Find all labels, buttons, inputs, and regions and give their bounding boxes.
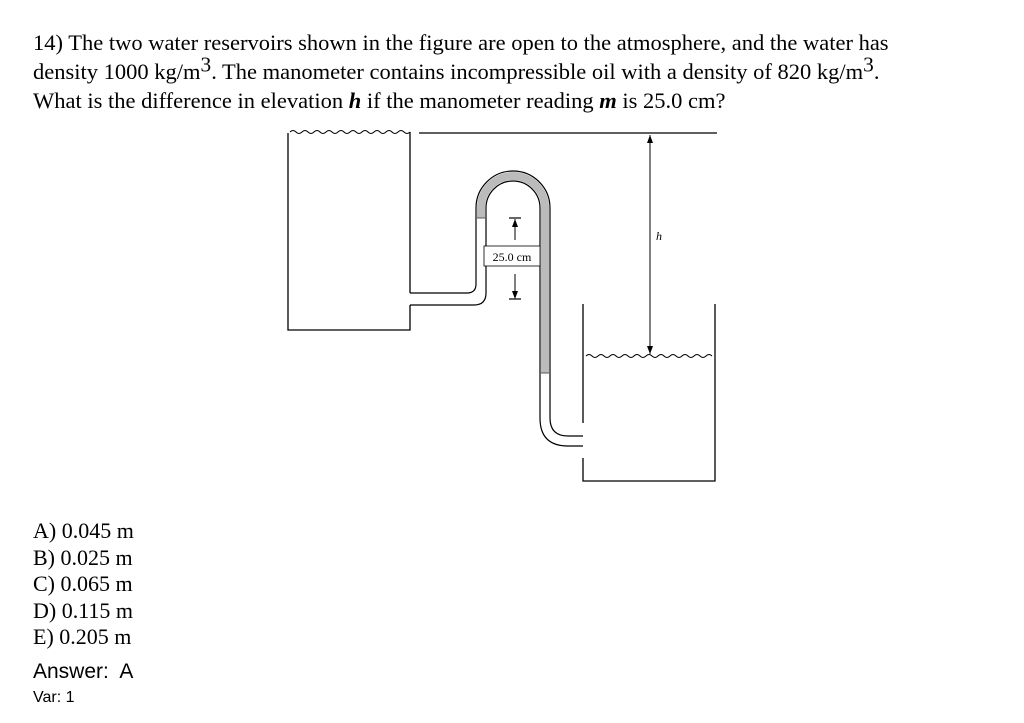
right-water-surface xyxy=(586,355,712,358)
option-a: A) 0.045 m xyxy=(33,518,134,543)
question-line-3: What is the difference in elevation h if the manometer reading m is 25.0 cm? xyxy=(33,88,726,113)
dimension-arrow-down xyxy=(512,291,518,299)
oil-column-outline xyxy=(477,218,549,373)
superscript: 3 xyxy=(863,52,874,77)
option-b: B) 0.025 m xyxy=(33,544,133,570)
superscript: 3 xyxy=(200,52,212,77)
manometer-label: 25.0 cm xyxy=(492,250,532,264)
variable-h: h xyxy=(348,88,362,113)
option-d: D) 0.115 m xyxy=(33,597,134,623)
left-reservoir xyxy=(288,133,410,330)
right-reservoir-body xyxy=(583,304,715,481)
oil-column xyxy=(481,176,545,373)
variable-m: m xyxy=(599,88,617,113)
question-number: 14) xyxy=(33,30,63,55)
answer-key: Answer: A xyxy=(33,660,134,683)
left-water-surface xyxy=(290,131,410,134)
question-text xyxy=(33,28,993,115)
tube-inner-wall xyxy=(410,181,583,446)
question-line-2: density 1000 $kg/m^3$. The manometer contains incompressible oil with a density of 820 $kg/m^3$. xyxy=(33,52,880,84)
question-line-1: 14) The two water reservoirs shown in the figure are open to the atmosphere, and the water has xyxy=(33,30,889,55)
h-label: h xyxy=(656,229,662,243)
answer-options xyxy=(33,518,134,651)
dimension-arrow-up xyxy=(512,219,518,227)
option-c: C) 0.065 m xyxy=(33,571,133,596)
h-arrow-down xyxy=(647,346,653,354)
h-arrow-up xyxy=(647,135,653,143)
variant-label: Var: 1 xyxy=(33,689,75,706)
option-e: E) 0.205 m xyxy=(33,624,132,649)
tube-outer-wall xyxy=(410,171,583,436)
reservoir-manometer-figure xyxy=(270,118,740,498)
